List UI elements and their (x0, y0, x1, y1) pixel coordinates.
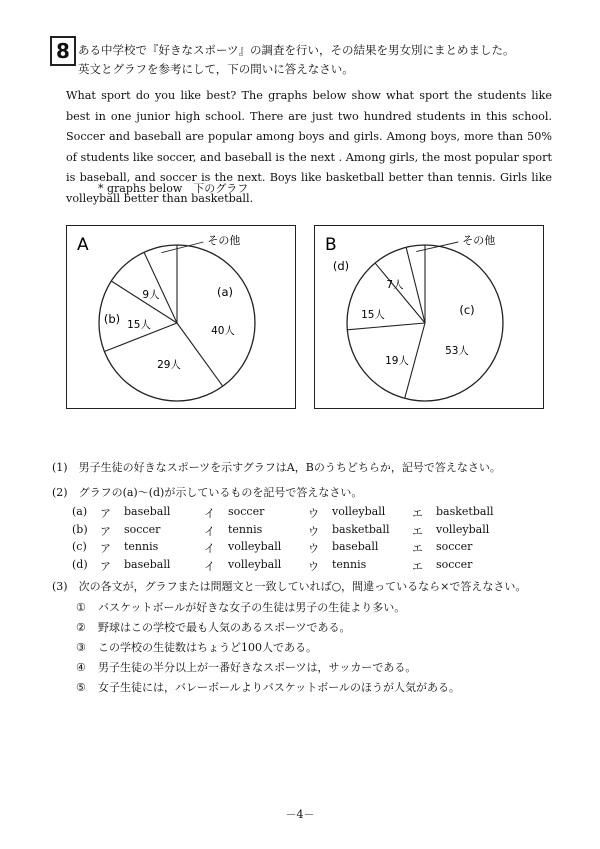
statement (76, 619, 351, 635)
panel-label: B (325, 235, 337, 255)
choice-text: volleyball (332, 505, 386, 518)
choice-mark: エ (412, 559, 423, 573)
slice-category-label: (a) (216, 285, 234, 299)
slice-value-label: 7人 (386, 279, 404, 291)
choice (308, 523, 412, 539)
choice-mark: エ (412, 542, 423, 555)
choice (412, 523, 516, 539)
question-number: 8 (50, 36, 76, 66)
panel-label: A (77, 235, 89, 255)
choice-mark: ウ (308, 559, 319, 573)
choice-text: tennis (228, 522, 263, 536)
page-number: －4－ (285, 808, 315, 821)
statement-number: ④ (76, 661, 86, 674)
choice-mark: ア (100, 524, 111, 538)
option-row-label: (b) (72, 522, 88, 536)
pie-chart-a-svg (67, 226, 295, 408)
option-row (72, 505, 516, 521)
choice (100, 505, 204, 521)
choice (412, 558, 516, 574)
statement (76, 599, 405, 615)
statement-text: 女子生徒には，バレーボールよりバスケットボールのほうが人気がある。 (98, 681, 461, 694)
choice-text: basketball (436, 505, 494, 518)
choice-text: baseball (124, 557, 171, 571)
choice (204, 558, 308, 574)
choice (100, 523, 204, 539)
statement (76, 639, 317, 655)
slice-value-label: 9人 (142, 289, 160, 301)
choice-text: volleyball (228, 540, 282, 553)
choice-text: soccer (228, 505, 265, 518)
pie-chart-b-svg (315, 226, 543, 408)
choice-mark: イ (204, 542, 215, 555)
option-row (72, 540, 516, 556)
intro-line-1: ある中学校で『好きなスポーツ』の調査を行い，その結果を男女別にまとめました。 (78, 43, 515, 57)
choice (308, 540, 412, 556)
choice-mark: エ (412, 524, 423, 538)
choice-text: volleyball (228, 557, 282, 571)
statement-number: ⑤ (76, 681, 86, 694)
slice-category-label: (d) (332, 259, 350, 273)
choice (308, 505, 412, 521)
choice-text: baseball (124, 505, 171, 518)
choice-mark: イ (204, 507, 215, 520)
choice (412, 505, 516, 521)
choice (204, 540, 308, 556)
choice-text: soccer (436, 557, 473, 571)
choice (308, 558, 412, 574)
choice-text: basketball (332, 522, 390, 536)
statement-number: ① (76, 601, 86, 614)
intro-line-2: 英文とグラフを参考にして，下の問いに答えなさい。 (78, 62, 354, 76)
choice-mark: ウ (308, 507, 319, 520)
other-label: その他 (207, 234, 241, 247)
choice (204, 523, 308, 539)
choice-mark: イ (204, 524, 215, 538)
english-passage: What sport do you like best? The graphs below show what sport the students like best in one junior high school. There are just two hundred students in this school. Soccer and baseball are popular among boys and girls. Among boys, more than 50% of students like soccer, and baseball is the next . Among girls, the most popular sport is baseball, and soccer is the next. Boys like basketball better than tennis. Girls like volleyball better than basketball. (66, 89, 552, 205)
pie-chart-b (314, 225, 544, 409)
choice-text: tennis (332, 557, 367, 571)
choice-mark: ウ (308, 542, 319, 555)
slice-category-label: (b) (103, 312, 121, 326)
question-2: (2) グラフの(a)～(d)が示しているものを記号で答えなさい。 (52, 486, 363, 499)
question-3: (3) 次の各文が，グラフまたは問題文と一致していれば○，間違っているなら×で答えなさい。 (52, 580, 527, 593)
slice-category-label: (c) (459, 303, 475, 317)
option-row-label: (c) (72, 540, 87, 553)
choice-mark: イ (204, 559, 215, 573)
choice-text: soccer (124, 522, 161, 536)
choice-mark: ア (100, 507, 111, 520)
slice-value-label: 15人 (361, 309, 385, 321)
choice-text: tennis (124, 540, 159, 553)
choice-mark: ウ (308, 524, 319, 538)
footnote: * graphs below 下のグラフ (98, 182, 249, 195)
option-row (72, 523, 516, 539)
statement-text: 男子生徒の半分以上が一番好きなスポーツは，サッカーである。 (98, 661, 417, 674)
option-row-label: (d) (72, 557, 88, 571)
other-label: その他 (462, 234, 496, 247)
choice (412, 540, 516, 556)
choice (100, 540, 204, 556)
choice-text: volleyball (436, 522, 490, 536)
choice (204, 505, 308, 521)
statement-number: ③ (76, 641, 86, 654)
statement-text: 野球はこの学校で最も人気のあるスポーツである。 (98, 621, 351, 634)
choice-text: soccer (436, 540, 473, 553)
slice-value-label: 15人 (127, 319, 151, 331)
question-1: (1) 男子生徒の好きなスポーツを示すグラフはA，Bのうちどちらか，記号で答えなさい。 (52, 461, 501, 474)
choice-mark: ア (100, 559, 111, 573)
statement (76, 679, 460, 695)
option-row (72, 558, 516, 574)
choice-mark: ア (100, 542, 111, 555)
statement (76, 659, 416, 675)
slice-value-label: 19人 (385, 355, 409, 367)
choice-mark: エ (412, 507, 423, 520)
pie-chart-a (66, 225, 296, 409)
slice-value-label: 29人 (157, 359, 181, 371)
slice-value-label: 53人 (445, 345, 469, 357)
slice-value-label: 40人 (211, 325, 235, 337)
statement-text: バスケットボールが好きな女子の生徒は男子の生徒より多い。 (98, 601, 406, 614)
choice-text: baseball (332, 540, 379, 553)
option-row-label: (a) (72, 505, 88, 518)
statement-number: ② (76, 621, 86, 634)
choice (100, 558, 204, 574)
statement-text: この学校の生徒数はちょうど100人である。 (98, 641, 317, 654)
